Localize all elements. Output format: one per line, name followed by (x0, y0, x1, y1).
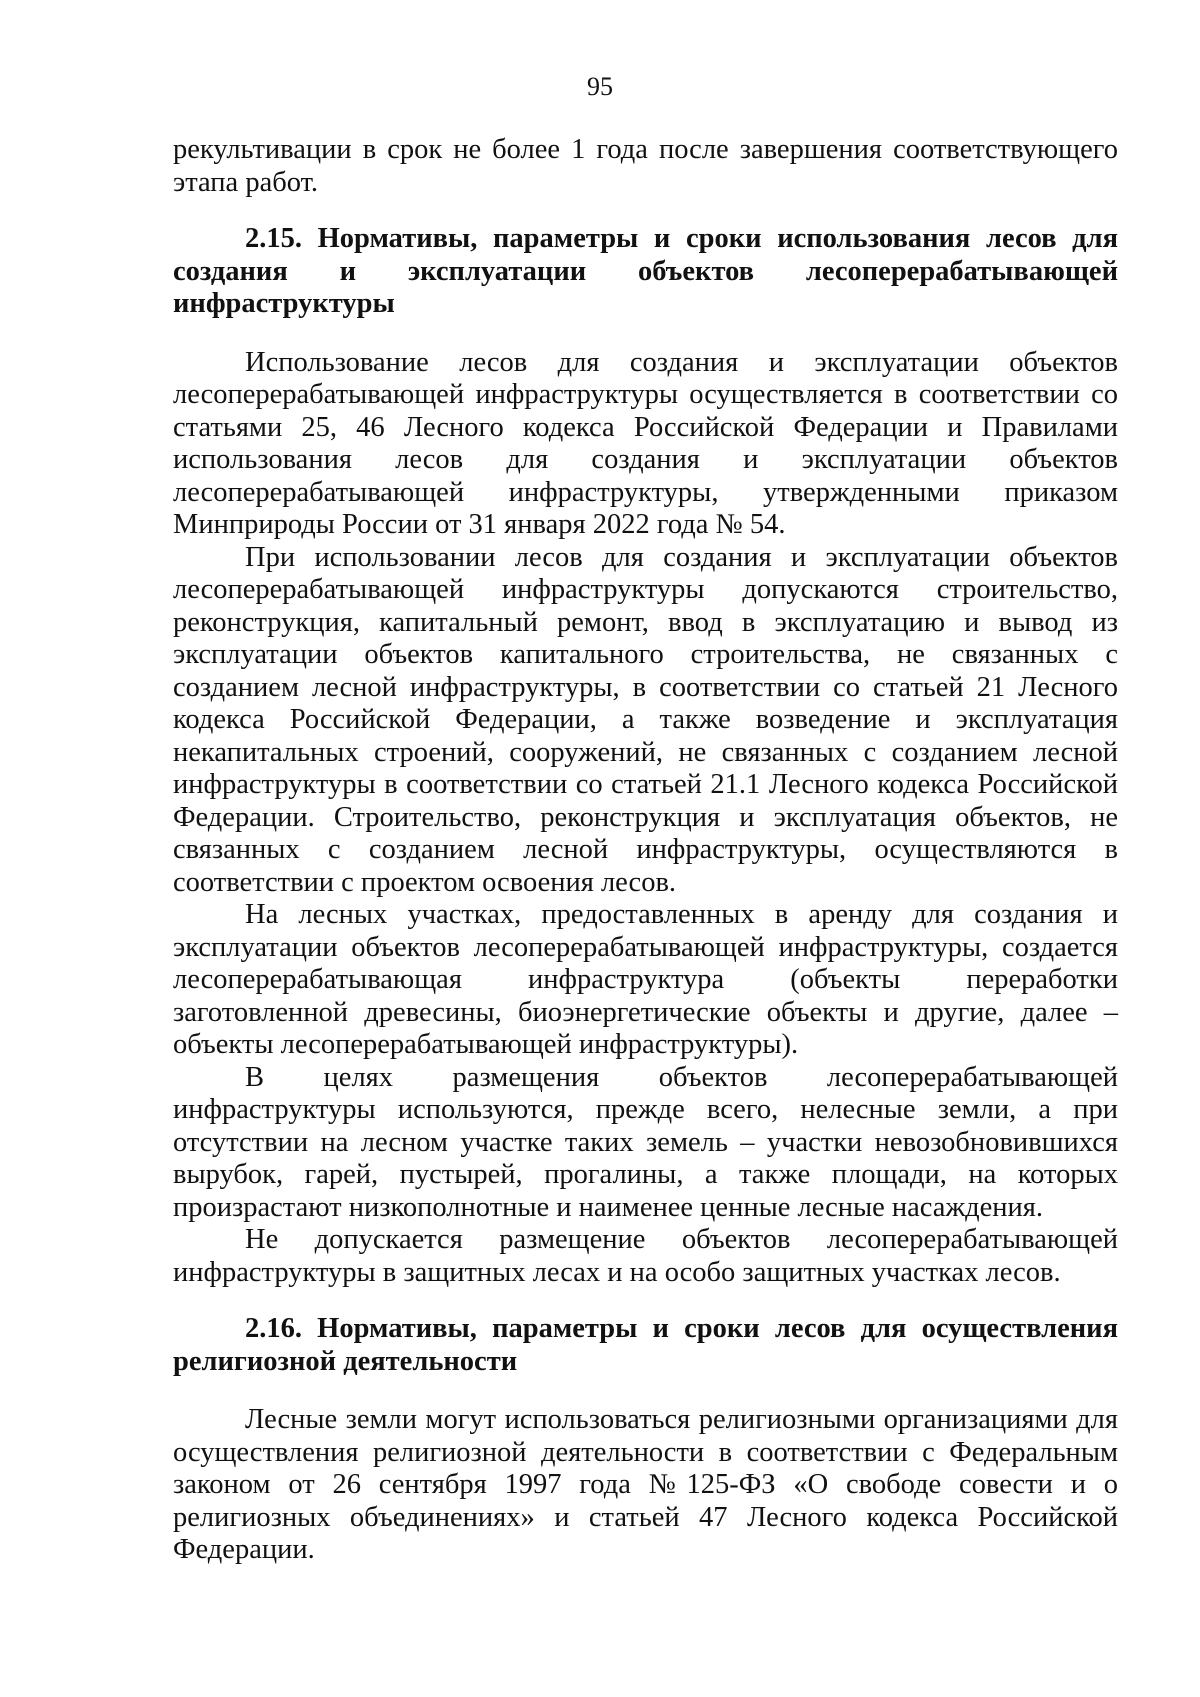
paragraph-religious-activity: Лесные земли могут использоваться религиозными организациями для осуществления религиозной деятельности в соответствии с Федеральным законом от 26 сентября 1997 года №125-ФЗ «О свободе совести и о религиозных объединениях» и статьей 47 Лесного кодекса Российской Федерации. (173, 1404, 1118, 1565)
document-body (173, 134, 1118, 1567)
paragraph-placement-priorities: В целях размещения объектов лесоперерабатывающей инфраструктуры используются, прежде всего, нелесные земли, а при отсутствии на лесном участке таких земель – участки невозобновившихся вырубок, гарей, пустырей, прогалины, а также площади, на которых произрастают низкополнотные и наименее ценные лесные насаждения. (173, 1061, 1118, 1223)
paragraph-forest-use-legal-basis: Использование лесов для создания и эксплуатации объектов лесоперерабатывающей инфраструктуры осуществляется в соответствии со статьями 25, 46 Лесного кодекса Российской Федерации и Правилами использования лесов для создания и эксплуатации объектов лесоперерабатывающей инфраструктуры, утвержденными приказом Минприроды России от 31 января 2022 года № 54. (173, 346, 1118, 540)
section-heading-2-16: 2.16. Нормативы, параметры и сроки лесов для осуществления религиозной деятельности (173, 1313, 1118, 1377)
section-heading-2-15: 2.15. Нормативы, параметры и сроки использования лесов для создания и эксплуатации объектов лесоперерабатывающей инфраструктуры (173, 223, 1118, 319)
paragraph-leased-plots: На лесных участках, предоставленных в аренду для создания и эксплуатации объектов лесоперерабатывающей инфраструктуры, создается лесоперерабатывающая инфраструктура (объекты переработки заготовленной древесины, биоэнергетические объекты и другие, далее – объекты лесоперерабатывающей инфраструктуры). (173, 899, 1118, 1060)
page-number: 95 (587, 72, 613, 101)
paragraph-continuation: рекультивации в срок не более 1 года после завершения соответствующего этапа работ. (173, 134, 1118, 198)
paragraph-permitted-construction: При использовании лесов для создания и эксплуатации объектов лесоперерабатывающей инфраструктуры допускаются строительство, реконструкция, капитальный ремонт, ввод в эксплуатацию и вывод из эксплуатации объектов капитального строительства, не связанных с созданием лесной инфраструктуры, в соответствии со статьей 21 Лесного кодекса Российской Федерации, а также возведение и эксплуатация некапитальных строений, сооружений, не связанных с созданием лесной инфраструктуры в соответствии со статьей 21.1 Лесного кодекса Российской Федерации. Строительство, реконструкция и эксплуатация объектов, не связанных с созданием лесной инфраструктуры, осуществляются в соответствии с проектом освоения лесов. (173, 541, 1118, 898)
paragraph-placement-prohibition: Не допускается размещение объектов лесоперерабатывающей инфраструктуры в защитных лесах и на особо защитных участках лесов. (173, 1224, 1118, 1288)
